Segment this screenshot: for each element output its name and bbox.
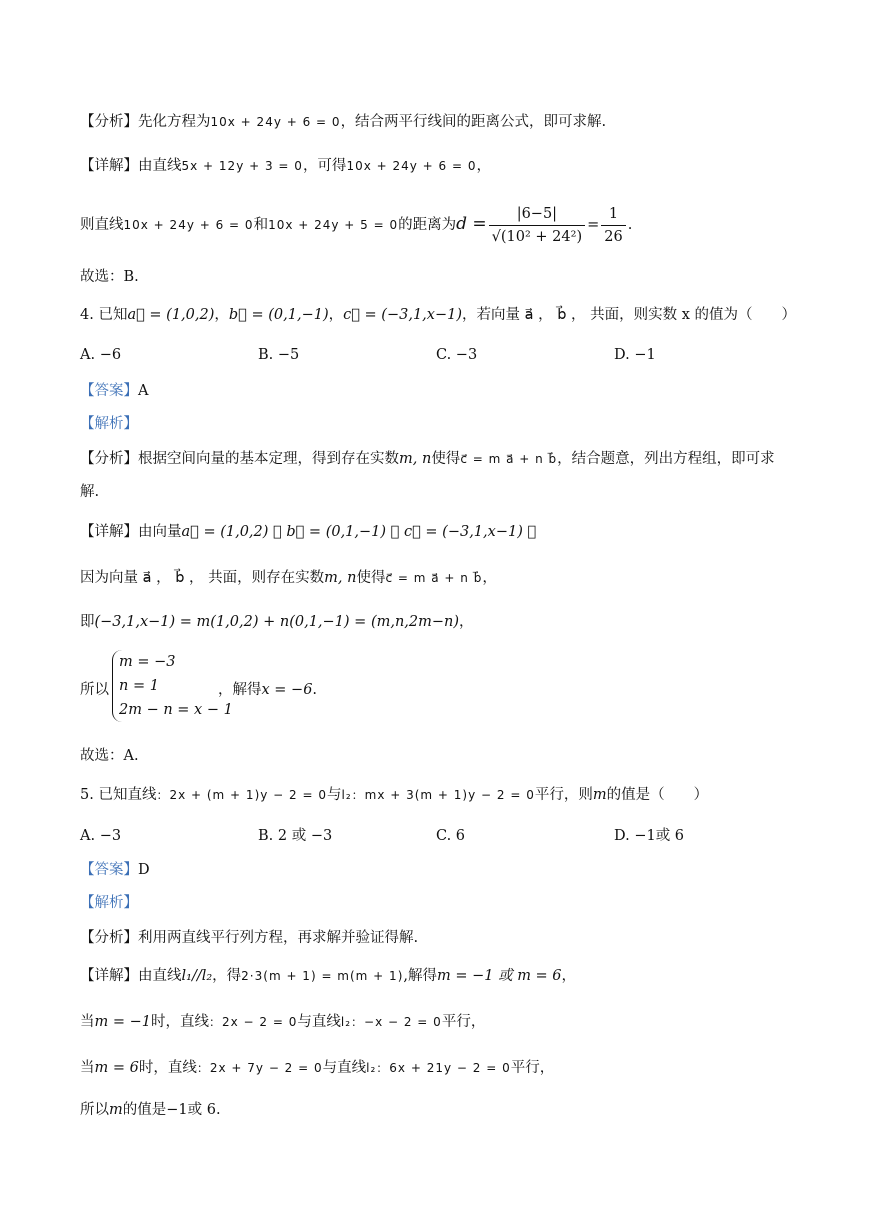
equation: l₂：mx + 3(m + 1)y − 2 = 0 [341, 788, 535, 802]
distance-fraction [489, 203, 585, 248]
system-row: m = −3 [119, 654, 176, 670]
option-a [80, 826, 121, 846]
text: 平行， [441, 1014, 486, 1030]
equation: ：2x + (m + 1)y − 2 = 0 [156, 788, 327, 802]
equation: 10x + 24y + 6 = 0 [123, 218, 254, 232]
equals: = [587, 217, 600, 233]
equation-system [112, 650, 233, 722]
conclusion-5 [80, 1100, 221, 1120]
detail-4d-result [218, 680, 317, 700]
answer-value: A [138, 383, 149, 399]
option-label: B. [258, 347, 274, 363]
text: 即 [80, 614, 95, 630]
detail-4b [80, 568, 497, 588]
analysis-tag: 【分析】 [80, 114, 138, 130]
text: 先化方程为 [138, 114, 211, 130]
equation: ：2x − 2 = 0 [209, 1015, 298, 1029]
text: 与直线 [322, 1060, 367, 1076]
option-label: C. [436, 828, 452, 844]
detail-5b [80, 1012, 485, 1032]
condition: m = −1 [94, 1014, 151, 1030]
vector-a: a⃗ = (1,0,2) [127, 307, 215, 323]
text: 由直线 [138, 968, 182, 984]
text: 由向量 [138, 524, 182, 540]
detail-tag: 【详解】 [80, 158, 138, 174]
text: 当 [80, 1060, 95, 1076]
option-label: D. [614, 828, 630, 844]
equation: 5x + 12y + 3 = 0 [181, 159, 303, 173]
analysis-line-1 [80, 112, 606, 132]
equation: x = −6 [261, 682, 313, 698]
text: ，可得 [302, 158, 347, 174]
analysis-4 [80, 449, 775, 469]
numerator: 1 [601, 203, 625, 226]
variable: m [592, 787, 607, 803]
variables: m, n [324, 570, 357, 586]
denominator: 26 [604, 228, 623, 245]
text: 平行， [510, 1060, 555, 1076]
text: 当 [80, 1014, 95, 1030]
equation: ：2x + 7y − 2 = 0 [196, 1061, 323, 1075]
text: 和 [253, 217, 269, 233]
text: 因为向量 a⃗ ， b⃗ ， 共面，则存在实数 [80, 570, 325, 586]
system-row: n = 1 [119, 678, 159, 694]
option-value: −5 [277, 347, 300, 363]
option-label: D. [614, 347, 630, 363]
answer-tag: 【答案】 [80, 383, 138, 399]
variables: m, n [399, 451, 432, 467]
solution: m = −1 或 m = 6 [436, 968, 562, 984]
equation: a⃗ = (1,0,2) ， b⃗ = (0,1,−1) ， c⃗ = (−3,1,x−1) ， [181, 524, 537, 540]
option-value: −1或 6 [634, 828, 685, 844]
equation: c⃗ = m a⃗ + n b⃗ [460, 452, 558, 466]
choice-1: 故选：B. [80, 269, 139, 285]
text: ， [328, 307, 344, 323]
option-label: C. [436, 347, 452, 363]
text: ， [482, 570, 497, 586]
analysis-5 [80, 928, 418, 948]
jiexi-5: 【解析】 [80, 895, 138, 911]
analysis-tag: 【分析】 [80, 930, 138, 946]
numerator: |6−5| [489, 203, 585, 226]
analysis-tag: 【分析】 [80, 451, 138, 467]
text: 所以 [80, 1102, 109, 1118]
option-label: A. [80, 347, 96, 363]
vector-b: b⃗ = (0,1,−1) [228, 307, 329, 323]
jiexi-4: 【解析】 [80, 416, 138, 432]
option-d [614, 826, 684, 846]
text: 时，直线 [138, 1060, 197, 1076]
text: 的值是−1或 6. [122, 1102, 221, 1118]
text: . [312, 682, 318, 698]
option-value: 2 或 −3 [277, 828, 333, 844]
answer-4 [80, 381, 148, 401]
option-c [436, 345, 477, 365]
variable: m [109, 1102, 123, 1118]
text: ，结合题意，列出方程组，即可求 [557, 451, 775, 467]
text: 时，直线 [151, 1014, 209, 1030]
equation: (−3,1,x−1) = m(1,0,2) + n(0,1,−1) = (m,n,2m−n) [94, 614, 460, 630]
text: . [627, 217, 633, 233]
text: ， [214, 307, 229, 323]
detail-4 [80, 522, 536, 542]
text: ， [476, 158, 491, 174]
text: 由直线 [138, 158, 182, 174]
option-b [258, 345, 299, 365]
detail-5 [80, 966, 576, 986]
choice-4: 故选：A. [80, 748, 139, 764]
text: 则直线 [80, 217, 124, 233]
equation: c⃗ = m a⃗ + n b⃗ [385, 571, 483, 585]
text: ,解得 [403, 968, 437, 984]
vector-c: c⃗ = (−3,1,x−1) [343, 307, 462, 323]
condition: m = 6 [94, 1060, 139, 1076]
text: 平行，则 [534, 787, 593, 803]
option-a [80, 345, 121, 365]
text: 5. 已知直线 [80, 787, 157, 803]
detail-line-1 [80, 156, 491, 176]
option-label: A. [80, 828, 96, 844]
detail-tag: 【详解】 [80, 968, 138, 984]
equation: 10x + 24y + 6 = 0 [210, 115, 341, 129]
equation: l₂：−x − 2 = 0 [340, 1015, 442, 1029]
text: 的值是（ ） [606, 787, 709, 803]
detail-4c [80, 612, 474, 632]
text: ， [459, 614, 474, 630]
equation: 10x + 24y + 6 = 0 [346, 159, 477, 173]
answer-5 [80, 860, 150, 880]
option-d [614, 345, 656, 365]
text: ，解得 [218, 682, 262, 698]
text: ，结合两平行线间的距离公式，即可求解. [340, 114, 607, 130]
parallel-lines: l₁//l₂ [181, 968, 213, 984]
system-row: 2m − n = x − 1 [119, 702, 233, 718]
text: ，若向量 a⃗ ， b⃗ ， 共面，则实数 x 的值为（ ） [461, 307, 797, 323]
question-5 [80, 785, 708, 805]
result-fraction [601, 203, 625, 248]
option-c [436, 826, 465, 846]
text: 利用两直线平行列方程，再求解并验证得解. [138, 930, 419, 946]
detail-tag: 【详解】 [80, 524, 138, 540]
text: 根据空间向量的基本定理，得到存在实数 [138, 451, 399, 467]
text: 4. 已知 [80, 307, 128, 323]
text: 与直线 [297, 1014, 341, 1030]
text: 使得 [431, 451, 461, 467]
option-label: B. [258, 828, 274, 844]
text: ，得 [212, 968, 242, 984]
text: 使得 [356, 570, 386, 586]
denominator: √(10² + 24²) [491, 228, 583, 245]
detail-5c [80, 1058, 554, 1078]
equation: 10x + 24y + 5 = 0 [268, 218, 399, 232]
question-4 [80, 305, 796, 325]
option-value: −3 [455, 347, 478, 363]
option-value: 6 [455, 828, 466, 844]
analysis-4-cont: 解. [80, 484, 100, 500]
answer-tag: 【答案】 [80, 862, 138, 878]
option-value: −3 [99, 828, 122, 844]
option-b [258, 826, 332, 846]
answer-value: D [138, 862, 150, 878]
distance-var: d = [456, 214, 487, 234]
equation: l₂：6x + 21y − 2 = 0 [366, 1061, 511, 1075]
text: 与 [326, 787, 342, 803]
equation: 2·3(m + 1) = m(m + 1) [241, 969, 404, 983]
option-value: −6 [99, 347, 122, 363]
detail-line-2 [80, 198, 632, 251]
option-value: −1 [634, 347, 656, 363]
text: 的距离为 [398, 217, 457, 233]
text: ， [561, 968, 577, 984]
detail-4d-label: 所以 [80, 682, 109, 698]
